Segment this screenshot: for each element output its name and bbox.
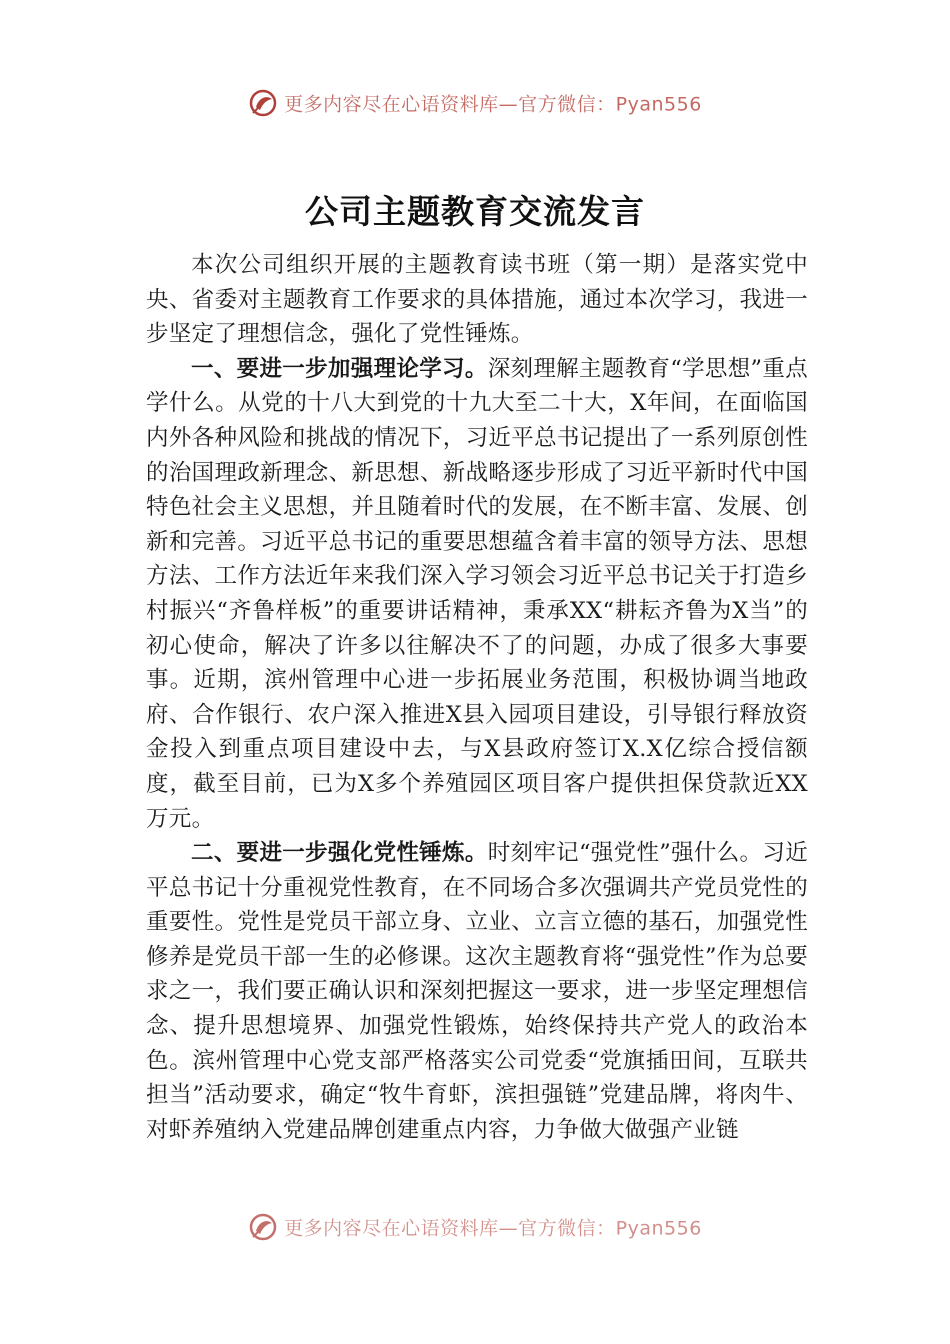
section-heading-1: 一、要进一步加强理论学习。: [191, 355, 488, 382]
watermark-bottom: [0, 1212, 950, 1242]
paragraph-text: 本次公司组织开展的主题教育读书班（第一期）是落实党中央、省委对主题教育工作要求的具体措施，通过本次学习，我进一步坚定了理想信念，强化了党性锤炼。: [146, 252, 808, 348]
logo-icon: [248, 88, 278, 118]
section-heading-2: 二、要进一步强化党性锤炼。: [191, 840, 488, 867]
paragraph-text: 时刻牢记“强党性”强什么。习近平总书记十分重视党性教育，在不同场合多次强调共产党员党性的重要性。党性是党员干部立身、立业、立言立德的基石，加强党性修养是党员干部一生的必修课。这次主题教育将“强党性”作为总要求之一，我们要正确认识和深刻把握这一要求，进一步坚定理想信念、提升思想境界、加强党性锻炼，始终保持共产党人的政治本色。滨州管理中心党支部严格落实公司党委“党旗插田间，互联共担当”活动要求，确定“牧牛育虾，滨担强链”党建品牌，将肉牛、对虾养殖纳入党建品牌创建重点内容，力争做大做强产业链: [146, 840, 809, 1143]
document-title: 公司主题教育交流发言: [305, 192, 645, 231]
paragraph-text: 深刻理解主题教育“学思想”重点学什么。从党的十八大到党的十九大至二十大，X年间，在面临国内外各种风险和挑战的情况下，习近平总书记提出了一系列原创性的治国理政新理念、新思想、新战略逐步形成了习近平新时代中国特色社会主义思想，并且随着时代的发展，在不断丰富、发展、创新和完善。习近平总书记的重要思想蕴含着丰富的领导方法、思想方法、工作方法近年来我们深入学习领会习近平总书记关于打造乡村振兴“齐鲁样板”的重要讲话精神，秉承XX“耕耘齐鲁为X当”的初心使命，解决了许多以往解决不了的问题，办成了很多大事要事。近期，滨州管理中心进一步拓展业务范围，积极协调当地政府、合作银行、农户深入推进X县入园项目建设，引导银行释放资金投入到重点项目建设中去，与X县政府签订X.X亿综合授信额度，截至目前，已为X多个养殖园区项目客户提供担保贷款近XX万元。: [146, 355, 808, 832]
paragraph-intro: [146, 248, 808, 352]
paragraph-section-2: [146, 836, 808, 1147]
paragraph-section-1: [146, 352, 808, 836]
watermark-top: [0, 88, 950, 118]
logo-icon: [248, 1212, 278, 1242]
watermark-text: 更多内容尽在心语资料库—官方微信：Pyan556: [284, 1217, 702, 1240]
watermark-text: 更多内容尽在心语资料库—官方微信：Pyan556: [284, 93, 702, 116]
document-body: [146, 248, 808, 1147]
